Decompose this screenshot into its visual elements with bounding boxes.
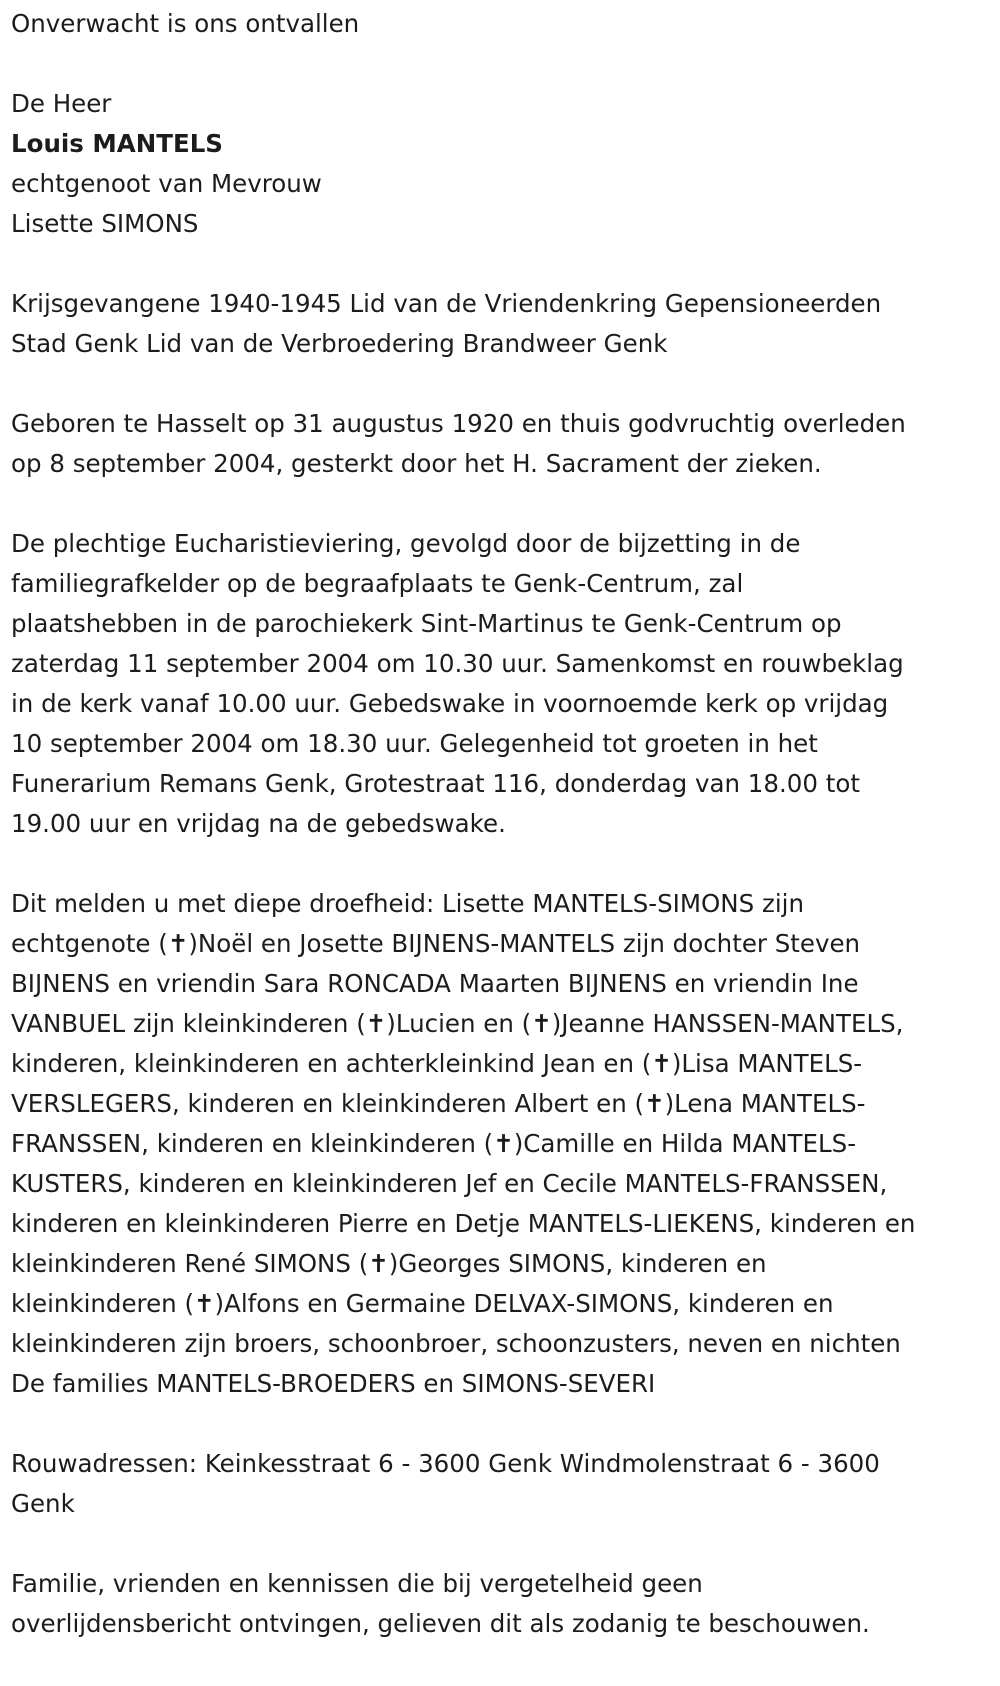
spacer (11, 484, 989, 524)
ceremony-line: zaterdag 11 september 2004 om 10.30 uur. Samenkomst en rouwbeklag (11, 649, 904, 678)
addresses-line: Genk (11, 1489, 75, 1518)
spouse-name: Lisette SIMONS (11, 209, 199, 238)
ceremony-line: 10 september 2004 om 18.30 uur. Gelegenheid tot groeten in het (11, 729, 818, 758)
memberships-line: Krijsgevangene 1940-1945 Lid van de Vriendenkring Gepensioneerden (11, 289, 882, 318)
ceremony-line: plaatshebben in de parochiekerk Sint-Martinus te Genk-Centrum op (11, 609, 842, 638)
spacer (11, 244, 989, 284)
ceremony-line: Funerarium Remans Genk, Grotestraat 116, donderdag van 18.00 tot (11, 769, 860, 798)
spacer (11, 364, 989, 404)
family-line: KUSTERS, kinderen en kleinkinderen Jef en Cecile MANTELS-FRANSSEN, (11, 1169, 888, 1198)
family-line: echtgenote (✝)Noël en Josette BIJNENS-MANTELS zijn dochter Steven (11, 929, 861, 958)
closing-line: Familie, vrienden en kennissen die bij vergetelheid geen (11, 1569, 703, 1598)
family-line: BIJNENS en vriendin Sara RONCADA Maarten BIJNENS en vriendin Ine (11, 969, 859, 998)
addresses-paragraph (11, 1444, 989, 1524)
opening-line: Onverwacht is ons ontvallen (11, 9, 360, 38)
birth-death-line: Geboren te Hasselt op 31 augustus 1920 en thuis godvruchtig overleden (11, 409, 906, 438)
family-line: kleinkinderen zijn broers, schoonbroer, schoonzusters, neven en nichten (11, 1329, 901, 1358)
deceased-name: Louis MANTELS (11, 129, 223, 158)
memberships-paragraph (11, 284, 989, 364)
ceremony-line: 19.00 uur en vrijdag na de gebedswake. (11, 809, 506, 838)
spouse-label: echtgenoot van Mevrouw (11, 169, 322, 198)
family-line: Dit melden u met diepe droefheid: Lisette MANTELS-SIMONS zijn (11, 889, 804, 918)
closing-paragraph (11, 1564, 989, 1644)
ceremony-line: familiegrafkelder op de begraafplaats te Genk-Centrum, zal (11, 569, 744, 598)
ceremony-paragraph (11, 524, 989, 844)
spacer (11, 1404, 989, 1444)
family-line: VANBUEL zijn kleinkinderen (✝)Lucien en (✝)Jeanne HANSSEN-MANTELS, (11, 1009, 904, 1038)
birth-death-paragraph (11, 404, 989, 484)
family-line: kinderen en kleinkinderen Pierre en Detje MANTELS-LIEKENS, kinderen en (11, 1209, 916, 1238)
family-line: kinderen, kleinkinderen en achterkleinkind Jean en (✝)Lisa MANTELS- (11, 1049, 863, 1078)
family-line: kleinkinderen René SIMONS (✝)Georges SIMONS, kinderen en (11, 1249, 767, 1278)
spacer (11, 44, 989, 84)
family-line: FRANSSEN, kinderen en kleinkinderen (✝)Camille en Hilda MANTELS- (11, 1129, 857, 1158)
ceremony-line: in de kerk vanaf 10.00 uur. Gebedswake in voornoemde kerk op vrijdag (11, 689, 889, 718)
memberships-line: Stad Genk Lid van de Verbroedering Brandweer Genk (11, 329, 668, 358)
honorific: De Heer (11, 89, 112, 118)
closing-line: overlijdensbericht ontvingen, gelieven dit als zodanig te beschouwen. (11, 1609, 870, 1638)
spacer (11, 1524, 989, 1564)
family-line: De families MANTELS-BROEDERS en SIMONS-SEVERI (11, 1369, 656, 1398)
birth-death-line: op 8 september 2004, gesterkt door het H. Sacrament der zieken. (11, 449, 822, 478)
family-line: kleinkinderen (✝)Alfons en Germaine DELVAX-SIMONS, kinderen en (11, 1289, 834, 1318)
ceremony-line: De plechtige Eucharistieviering, gevolgd door de bijzetting in de (11, 529, 801, 558)
addresses-line: Rouwadressen: Keinkesstraat 6 - 3600 Genk Windmolenstraat 6 - 3600 (11, 1449, 880, 1478)
family-paragraph (11, 884, 989, 1404)
spacer (11, 844, 989, 884)
family-line: VERSLEGERS, kinderen en kleinkinderen Albert en (✝)Lena MANTELS- (11, 1089, 866, 1118)
